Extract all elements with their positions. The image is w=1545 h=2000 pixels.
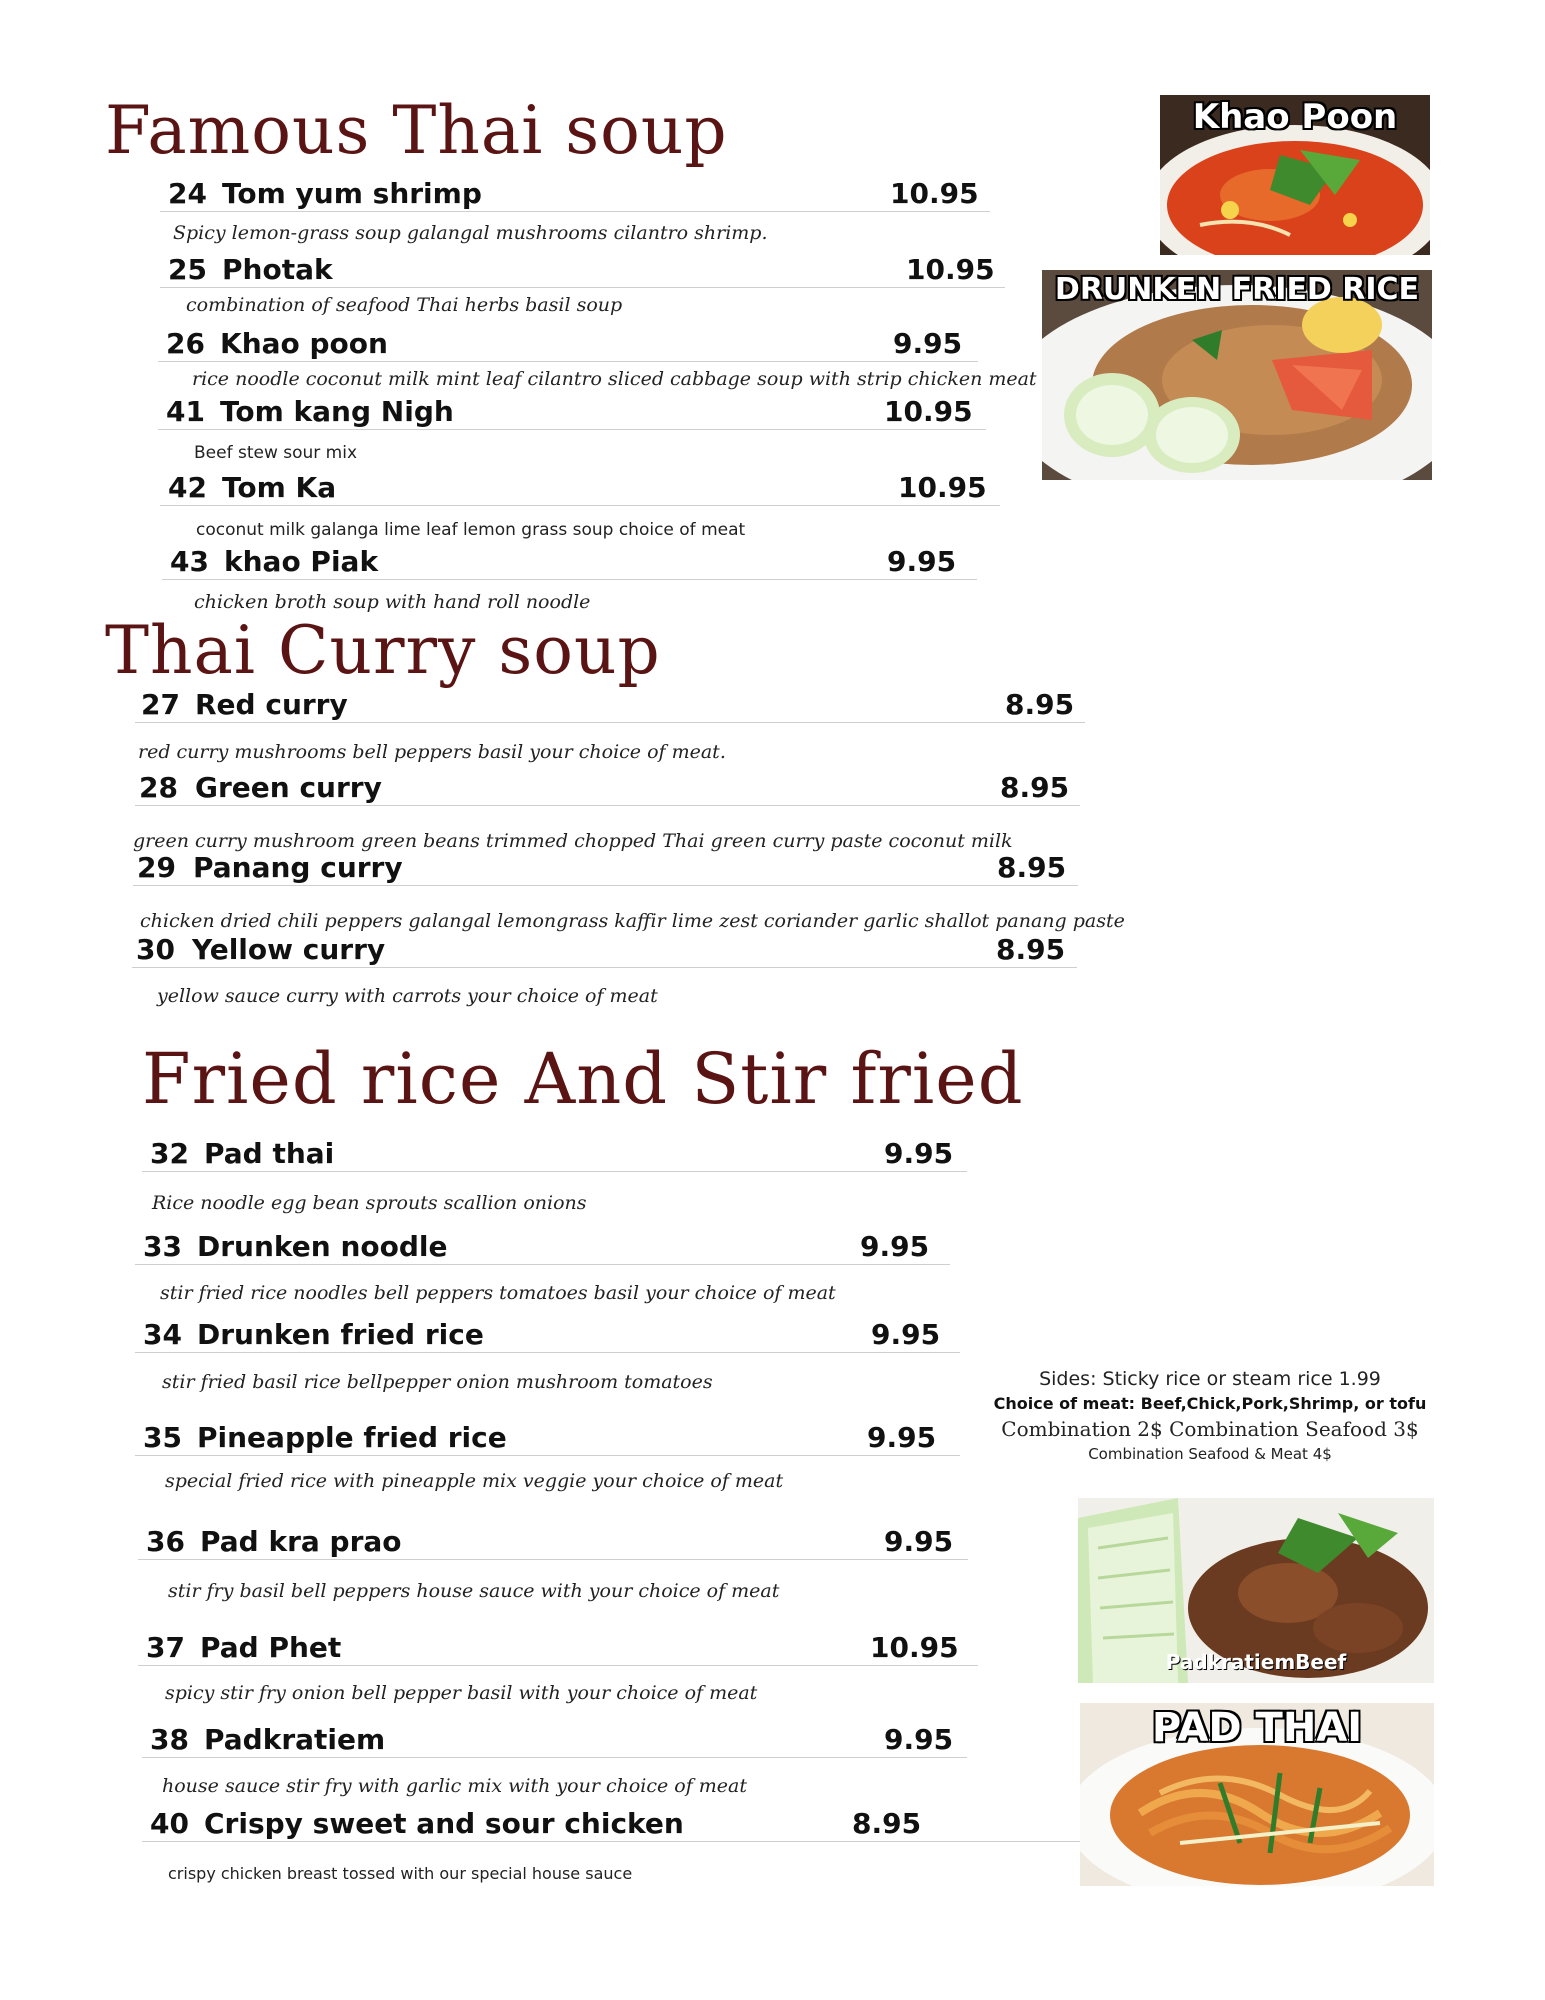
divider	[138, 1665, 978, 1666]
khao-poon-caption: Khao Poon	[1192, 97, 1398, 137]
item-name: Crispy sweet and sour chicken	[204, 1807, 684, 1840]
menu-item-25	[160, 253, 1005, 288]
divider	[142, 1757, 967, 1758]
item-name: Pineapple fried rice	[197, 1421, 507, 1454]
item-number: 42	[168, 471, 207, 504]
item-name: Green curry	[195, 771, 382, 804]
divider	[138, 1559, 968, 1560]
item-name: Pad kra prao	[200, 1525, 402, 1558]
item-number: 43	[170, 545, 209, 578]
item-name: Pad thai	[204, 1137, 335, 1170]
divider	[160, 287, 1005, 288]
item-price: 9.95	[893, 327, 963, 360]
divider	[162, 579, 977, 580]
item-description: rice noodle coconut milk mint leaf cilantro sliced cabbage soup with strip chicken meat	[192, 368, 1037, 390]
item-description: Rice noodle egg bean sprouts scallion onions	[152, 1192, 587, 1214]
pad-thai-caption: PAD THAI	[1151, 1705, 1363, 1751]
item-description: crispy chicken breast tossed with our special house sauce	[168, 1864, 633, 1883]
item-name: Panang curry	[193, 851, 403, 884]
item-price: 9.95	[887, 545, 957, 578]
meat-choice-line: Choice of meat: Beef,Chick,Pork,Shrimp, or tofu	[993, 1394, 1427, 1413]
item-number: 26	[166, 327, 205, 360]
combination-line: Combination 2$ Combination Seafood 3$	[1001, 1417, 1419, 1441]
menu-item-32	[142, 1137, 967, 1172]
pad-thai-photo	[1080, 1703, 1434, 1886]
divider	[158, 429, 986, 430]
section-title-fried-rice: Fried rice And Stir fried	[142, 1038, 1024, 1120]
item-price: 8.95	[997, 851, 1067, 884]
item-price: 8.95	[1005, 688, 1075, 721]
item-description: red curry mushrooms bell peppers basil your choice of meat.	[138, 741, 726, 763]
item-number: 36	[146, 1525, 185, 1558]
item-price: 10.95	[890, 177, 979, 210]
item-number: 24	[168, 177, 207, 210]
menu-item-33	[135, 1230, 950, 1265]
item-number: 25	[168, 253, 207, 286]
item-number: 27	[141, 688, 180, 721]
item-price: 10.95	[906, 253, 995, 286]
item-price: 10.95	[898, 471, 987, 504]
item-number: 30	[136, 933, 175, 966]
menu-item-29	[133, 851, 1078, 886]
divider	[160, 211, 990, 212]
menu-item-26	[158, 327, 978, 362]
item-name: Padkratiem	[204, 1723, 386, 1756]
combination-seafood-meat-line: Combination Seafood & Meat 4$	[1088, 1445, 1332, 1463]
divider	[160, 505, 1000, 506]
item-price: 9.95	[884, 1723, 954, 1756]
drunken-fried-rice-photo	[1042, 270, 1432, 480]
menu-item-43	[162, 545, 977, 580]
item-description: spicy stir fry onion bell pepper basil with your choice of meat	[165, 1682, 758, 1704]
item-name: Yellow curry	[192, 933, 386, 966]
padkratiem-beef-caption: PadkratiemBeef	[1165, 1650, 1347, 1674]
divider	[135, 1264, 950, 1265]
item-number: 35	[143, 1421, 182, 1454]
menu-item-40	[142, 1807, 1087, 1842]
menu-item-24	[160, 177, 990, 212]
item-description: chicken broth soup with hand roll noodle	[194, 591, 591, 613]
item-number: 28	[139, 771, 178, 804]
item-description: Beef stew sour mix	[194, 443, 358, 463]
item-name: Drunken fried rice	[197, 1318, 484, 1351]
item-price: 8.95	[852, 1807, 922, 1840]
menu-item-28	[135, 771, 1080, 806]
item-number: 33	[143, 1230, 182, 1263]
sides-line: Sides: Sticky rice or steam rice 1.99	[1039, 1368, 1381, 1390]
item-number: 38	[150, 1723, 189, 1756]
item-price: 10.95	[870, 1631, 959, 1664]
menu-item-38	[142, 1723, 967, 1758]
item-price: 9.95	[871, 1318, 941, 1351]
divider	[158, 361, 978, 362]
item-description: stir fried basil rice bellpepper onion mushroom tomatoes	[162, 1371, 713, 1393]
item-name: khao Piak	[224, 545, 379, 578]
padkratiem-beef-photo	[1078, 1498, 1434, 1683]
menu-item-27	[135, 688, 1085, 723]
divider	[135, 805, 1080, 806]
divider	[132, 967, 1077, 968]
item-description: stir fry basil bell peppers house sauce with your choice of meat	[168, 1580, 780, 1602]
item-price: 9.95	[884, 1525, 954, 1558]
section-title-thai-curry-soup: Thai Curry soup	[105, 612, 661, 689]
menu-item-36	[138, 1525, 968, 1560]
divider	[135, 1455, 960, 1456]
item-name: Drunken noodle	[197, 1230, 448, 1263]
item-price: 8.95	[1000, 771, 1070, 804]
divider	[135, 1352, 960, 1353]
divider	[142, 1171, 967, 1172]
item-price: 10.95	[884, 395, 973, 428]
menu-item-35	[135, 1421, 960, 1456]
item-price: 9.95	[867, 1421, 937, 1454]
item-number: 37	[146, 1631, 185, 1664]
item-price: 8.95	[996, 933, 1066, 966]
item-number: 29	[137, 851, 176, 884]
menu-item-34	[135, 1318, 960, 1353]
item-name: Photak	[222, 253, 333, 286]
menu-item-37	[138, 1631, 978, 1666]
divider	[135, 722, 1085, 723]
sides-info	[975, 1368, 1445, 1463]
divider	[133, 885, 1078, 886]
item-name: Pad Phet	[200, 1631, 342, 1664]
item-number: 41	[166, 395, 205, 428]
item-description: green curry mushroom green beans trimmed chopped Thai green curry paste coconut milk	[133, 830, 1013, 852]
drunken-fried-rice-caption: DRUNKEN FRIED RICE	[1054, 272, 1420, 307]
item-description: special fried rice with pineapple mix veggie your choice of meat	[165, 1470, 784, 1492]
item-price: 9.95	[860, 1230, 930, 1263]
menu-item-41	[158, 395, 986, 430]
item-description: coconut milk galanga lime leaf lemon grass soup choice of meat	[196, 520, 746, 540]
item-description: combination of seafood Thai herbs basil soup	[186, 294, 623, 316]
item-description: yellow sauce curry with carrots your choice of meat	[157, 985, 658, 1007]
item-name: Khao poon	[220, 327, 388, 360]
item-description: stir fried rice noodles bell peppers tomatoes basil your choice of meat	[160, 1282, 836, 1304]
menu-item-42	[160, 471, 1000, 506]
item-number: 40	[150, 1807, 189, 1840]
divider	[142, 1841, 1087, 1842]
khao-poon-photo	[1160, 95, 1430, 255]
item-description: Spicy lemon-grass soup galangal mushrooms cilantro shrimp.	[173, 222, 768, 244]
item-name: Tom yum shrimp	[222, 177, 482, 210]
item-name: Tom kang Nigh	[220, 395, 454, 428]
menu-item-30	[132, 933, 1077, 968]
item-name: Tom Ka	[222, 471, 337, 504]
item-number: 32	[150, 1137, 189, 1170]
item-description: chicken dried chili peppers galangal lemongrass kaffir lime zest coriander garlic shallot panang paste	[140, 910, 1125, 932]
item-price: 9.95	[884, 1137, 954, 1170]
item-number: 34	[143, 1318, 182, 1351]
item-name: Red curry	[195, 688, 348, 721]
section-title-famous-thai-soup: Famous Thai soup	[105, 92, 728, 169]
item-description: house sauce stir fry with garlic mix with your choice of meat	[162, 1775, 748, 1797]
